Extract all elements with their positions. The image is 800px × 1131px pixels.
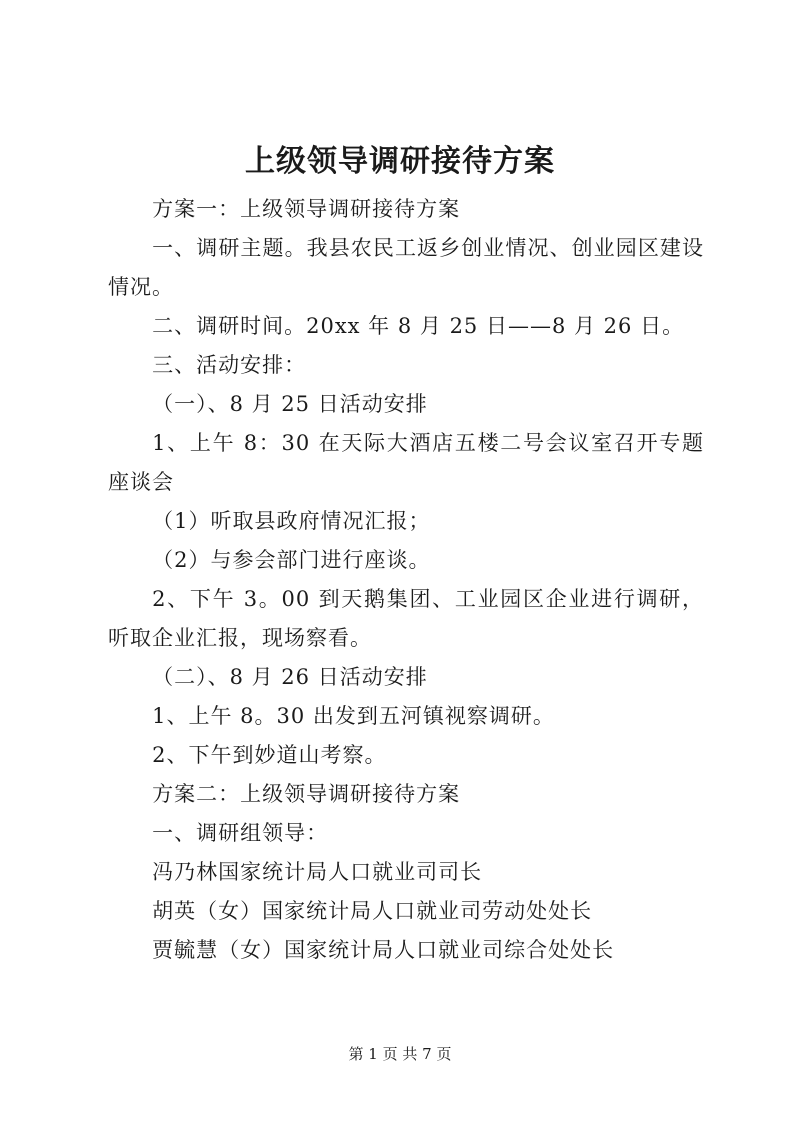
document-title: 上级领导调研接待方案 (245, 144, 555, 179)
paragraph: （1）听取县政府情况汇报； (152, 509, 431, 533)
paragraph: （一）、8 月 25 日活动安排 (152, 392, 428, 416)
paragraph: 方案二：上级领导调研接待方案 (152, 782, 461, 806)
paragraph: （2）与参会部门进行座谈。 (152, 548, 431, 572)
paragraph: 方案一：上级领导调研接待方案 (152, 197, 461, 221)
paragraph: 冯乃林国家统计局人口就业司司长 (152, 860, 483, 884)
document-body (108, 190, 704, 970)
paragraph: 1、上午 8：30 在天际大酒店五楼二号会议室召开专题座谈会 (108, 431, 704, 494)
paragraph: 二、调研时间。20xx 年 8 月 25 日——8 月 26 日。 (152, 314, 685, 338)
paragraph: 胡英（女）国家统计局人口就业司劳动处处长 (152, 899, 593, 923)
paragraph: 一、调研组领导： (152, 821, 329, 845)
paragraph: 2、下午 3。00 到天鹅集团、工业园区企业进行调研，听取企业汇报，现场察看。 (108, 587, 704, 650)
paragraph: （二）、8 月 26 日活动安排 (152, 665, 428, 689)
paragraph: 2、下午到妙道山考察。 (152, 743, 387, 767)
paragraph: 贾毓慧（女）国家统计局人口就业司综合处处长 (152, 938, 615, 962)
paragraph: 1、上午 8。30 出发到五河镇视察调研。 (152, 704, 555, 728)
page-number-footer: 第 1 页 共 7 页 (348, 1045, 452, 1063)
paragraph: 一、调研主题。我县农民工返乡创业情况、创业园区建设情况。 (108, 236, 704, 299)
paragraph: 三、活动安排： (152, 353, 307, 377)
